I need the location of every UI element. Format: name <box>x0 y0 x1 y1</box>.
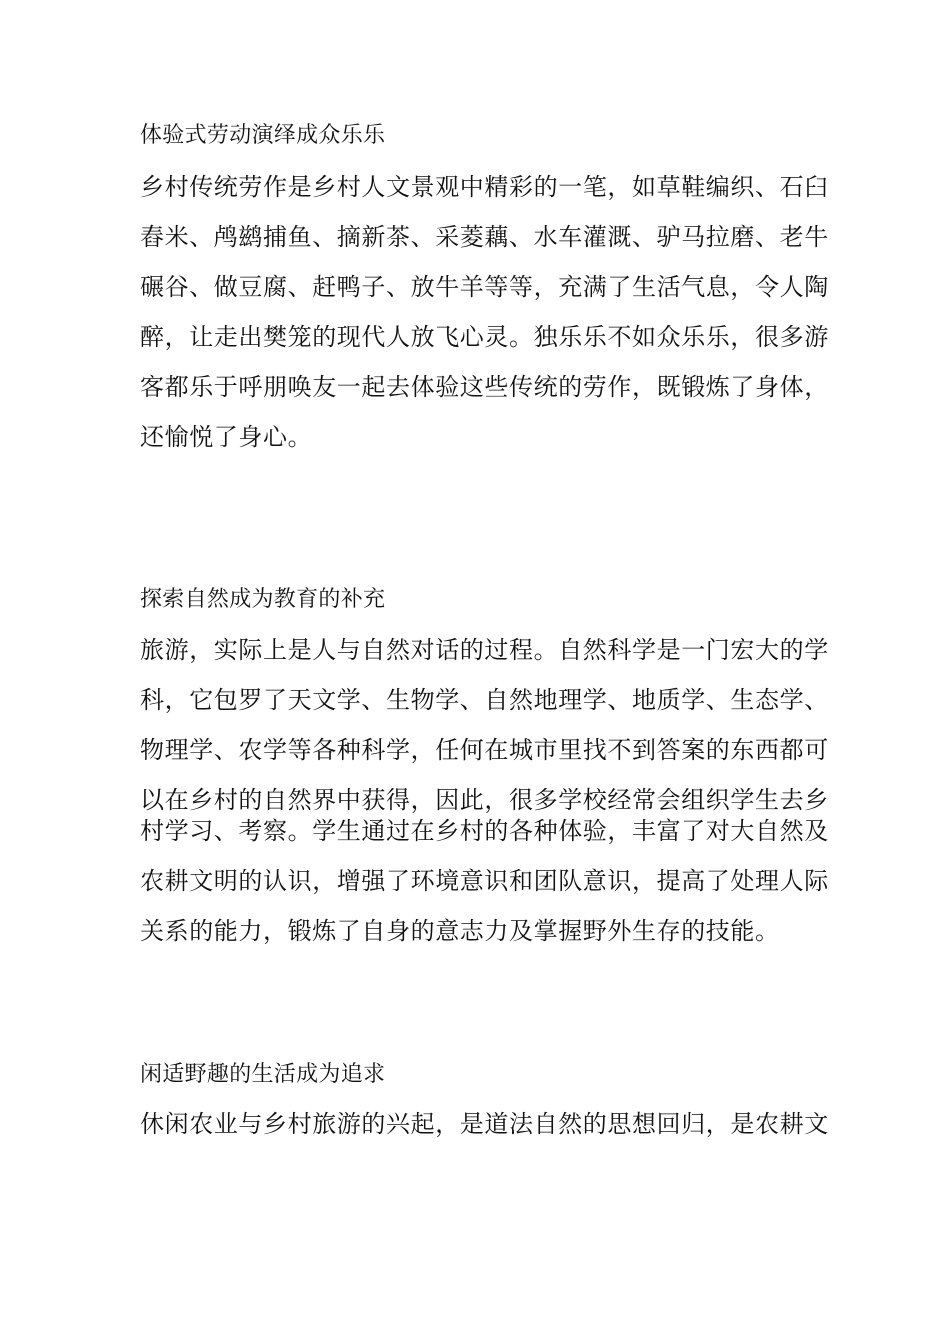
paragraph-line: 以在乡村的自然界中获得，因此，很多学校经常会组织学生去乡 <box>140 786 829 814</box>
paragraph-line: 科，它包罗了天文学、生物学、自然地理学、地质学、生态学、 <box>140 686 829 714</box>
paragraph-line: 物理学、农学等各种科学，任何在城市里找不到答案的东西都可 <box>140 736 829 764</box>
paragraph-line: 乡村传统劳作是乡村人文景观中精彩的一笔，如草鞋编织、石臼 <box>140 173 829 201</box>
section-heading: 闲适野趣的生活成为追求 <box>140 1062 386 1087</box>
paragraph-line: 休闲农业与乡村旅游的兴起，是道法自然的思想回归，是农耕文 <box>140 1110 829 1138</box>
paragraph-line: 村学习、考察。学生通过在乡村的各种体验，丰富了对大自然及 <box>140 817 829 845</box>
section-heading: 探索自然成为教育的补充 <box>140 587 386 612</box>
paragraph-line: 碾谷、做豆腐、赶鸭子、放牛羊等等，充满了生活气息，令人陶 <box>140 273 829 301</box>
paragraph-line: 舂米、鸬鹚捕鱼、摘新茶、采菱藕、水车灌溉、驴马拉磨、老牛 <box>140 223 829 251</box>
paragraph-line: 农耕文明的认识，增强了环境意识和团队意识，提高了处理人际 <box>140 867 829 895</box>
section-heading: 体验式劳动演绎成众乐乐 <box>140 123 386 148</box>
paragraph-line: 旅游，实际上是人与自然对话的过程。自然科学是一门宏大的学 <box>140 636 829 664</box>
paragraph-line: 还愉悦了身心。 <box>140 423 313 451</box>
paragraph-line: 客都乐于呼朋唤友一起去体验这些传统的劳作，既锻炼了身体， <box>140 373 829 401</box>
paragraph-line: 醉，让走出樊笼的现代人放飞心灵。独乐乐不如众乐乐，很多游 <box>140 323 829 351</box>
paragraph-line: 关系的能力，锻炼了自身的意志力及掌握野外生存的技能。 <box>140 917 780 945</box>
